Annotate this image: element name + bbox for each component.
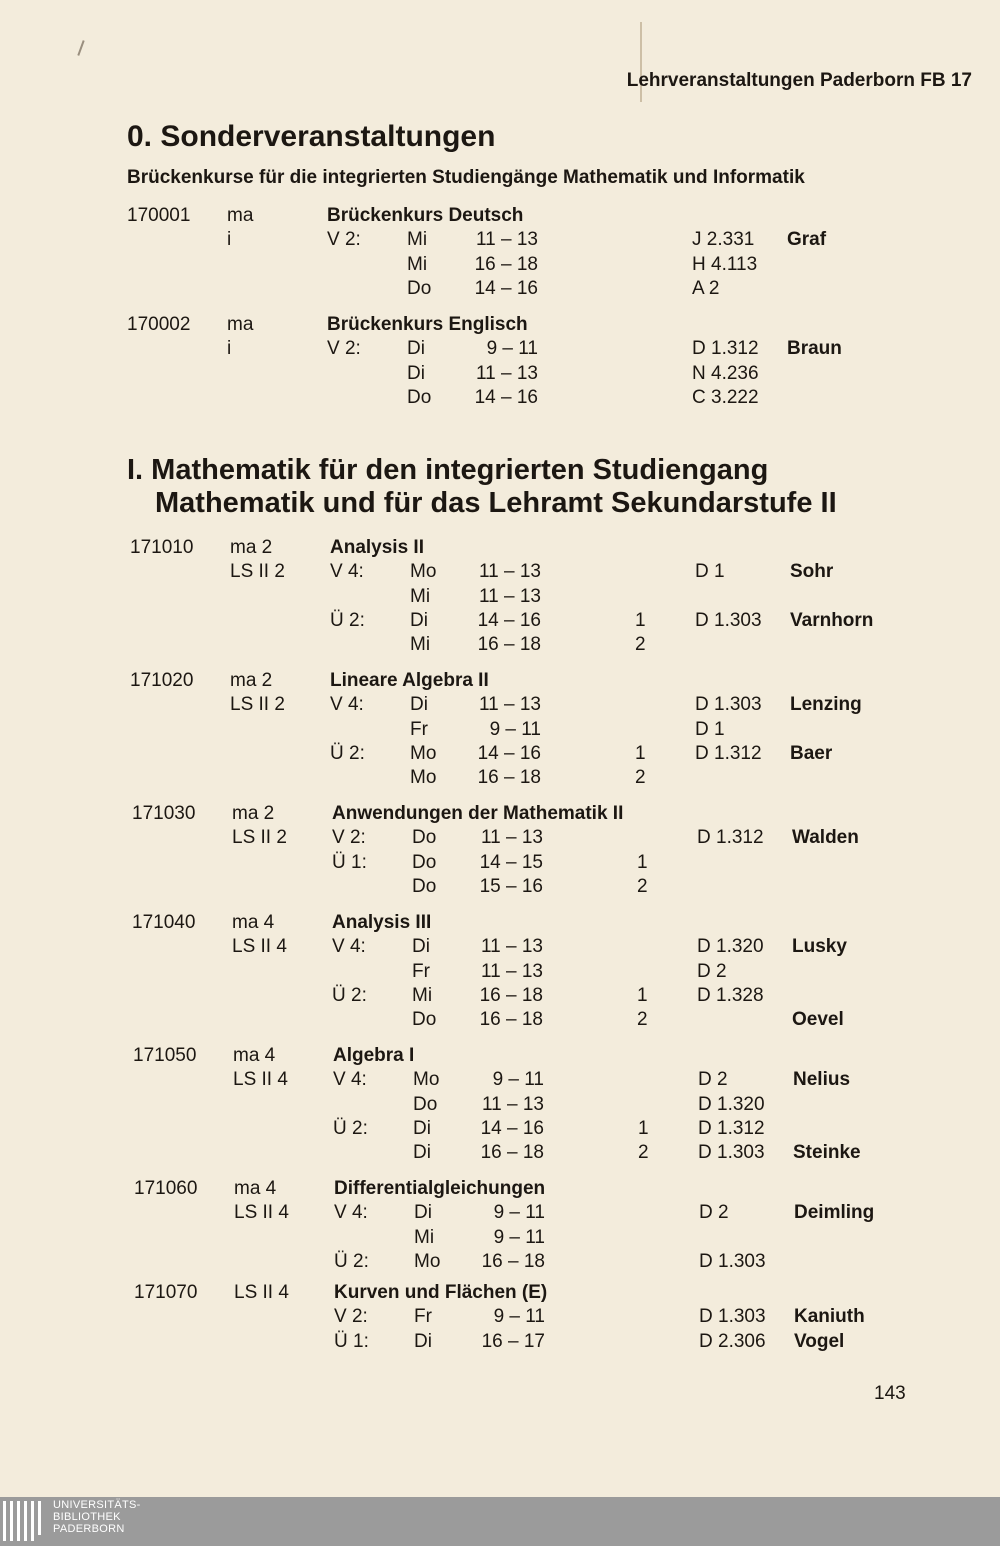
session-group: 1 [635,742,646,764]
session-room: J 2.331 [692,229,755,251]
session-day: Fr [412,960,430,982]
session-group: 2 [635,634,646,656]
library-name-line3: PADERBORN [53,1523,125,1535]
session-day: Di [407,338,425,360]
session-day: Di [414,1202,432,1224]
session-type: V 4: [330,561,364,583]
session-group: 1 [637,984,648,1006]
course-code: ma 4 [232,912,275,933]
course-title: Kurven und Flächen (E) [334,1282,548,1303]
session-day: Do [407,386,432,408]
course-code: LS II 4 [234,1282,289,1303]
session-type: Ü 2: [332,984,367,1006]
session-time: 11 – 13 [476,229,538,251]
session-room: D 1.303 [699,1250,766,1272]
session-time: 11 – 13 [479,585,541,607]
course-code-secondary: i [227,229,232,251]
session-time: 14 – 16 [477,742,541,764]
session-day: Fr [410,718,428,740]
session-time: 16 – 18 [479,1009,543,1031]
course-number: 171050 [133,1045,197,1066]
course-title: Anwendungen der Mathematik II [332,803,624,824]
session-day: Do [412,875,437,897]
session-room: D 1.312 [697,827,764,849]
session-room: A 2 [692,277,720,299]
session-day: Di [410,694,428,716]
session-day: Mi [407,253,428,275]
session-time: 9 – 11 [492,1069,544,1091]
session-day: Mo [414,1250,441,1272]
course-code: ma 2 [230,670,273,691]
pencil-mark [77,40,84,56]
session-room: D 1.303 [695,609,762,631]
session-day: Di [413,1142,431,1164]
course-number: 171020 [130,670,194,691]
session-time: 11 – 13 [479,561,541,583]
session-time: 16 – 18 [474,253,538,275]
session-time: 14 – 15 [479,851,543,873]
session-time: 16 – 18 [479,984,543,1006]
session-lecturer: Nelius [793,1069,851,1091]
session-type: Ü 1: [334,1330,369,1352]
session-type: Ü 1: [332,851,367,873]
course-code-secondary: LS II 2 [230,561,285,583]
course-number: 170002 [127,314,191,335]
session-lecturer: Baer [790,742,833,764]
session-lecturer: Graf [787,229,827,251]
session-group: 1 [637,851,648,873]
course-number: 171070 [134,1282,198,1303]
session-room: D 1.312 [692,338,759,360]
session-group: 1 [638,1117,649,1139]
session-group: 2 [637,875,648,897]
session-group: 2 [638,1142,649,1164]
session-time: 14 – 16 [477,609,541,631]
session-group: 2 [637,1009,648,1031]
session-time: 14 – 16 [480,1117,544,1139]
session-type: V 2: [327,338,361,360]
session-lecturer: Braun [787,338,842,360]
session-day: Mo [410,561,437,583]
course-code: ma 2 [232,803,275,824]
session-room: D 1.320 [698,1093,765,1115]
session-lecturer: Oevel [792,1009,844,1031]
session-type: V 4: [334,1202,368,1224]
session-day: Do [413,1093,438,1115]
course-title: Differentialgleichungen [334,1178,546,1199]
session-lecturer: Deimling [794,1202,875,1224]
session-type: V 4: [330,694,364,716]
course-title: Lineare Algebra II [330,670,489,691]
session-time: 16 – 18 [481,1250,545,1272]
course-code: ma 4 [233,1045,276,1066]
session-day: Di [414,1330,432,1352]
session-lecturer: Varnhorn [790,609,874,631]
session-time: 11 – 13 [481,827,543,849]
session-day: Mi [410,634,431,656]
session-time: 14 – 16 [474,277,538,299]
session-room: D 1.312 [695,742,762,764]
session-day: Di [413,1117,431,1139]
session-day: Di [407,362,425,384]
session-day: Mo [413,1069,440,1091]
library-footer [0,1497,1000,1546]
session-time: 9 – 11 [486,338,538,360]
course-code-secondary: LS II 4 [232,936,287,958]
session-room: D 1.303 [698,1142,765,1164]
session-time: 16 – 18 [477,634,541,656]
session-room: D 2 [699,1202,729,1224]
session-type: Ü 2: [334,1250,369,1272]
session-day: Di [412,936,430,958]
session-day: Do [412,827,437,849]
session-time: 16 – 18 [480,1142,544,1164]
session-type: V 4: [333,1069,367,1091]
session-time: 14 – 16 [474,386,538,408]
session-room: D 1.328 [697,984,764,1006]
session-lecturer: Kaniuth [794,1306,865,1328]
library-name-line2: BIBLIOTHEK [53,1511,121,1523]
course-code: ma [227,205,254,226]
session-room: D 1.303 [699,1306,766,1328]
session-room: N 4.236 [692,362,759,384]
session-type: V 2: [332,827,366,849]
session-time: 11 – 13 [481,960,543,982]
course-code: ma 4 [234,1178,277,1199]
session-type: Ü 2: [330,742,365,764]
session-time: 16 – 17 [481,1330,545,1352]
session-room: D 2.306 [699,1330,766,1352]
course-title: Brückenkurs Deutsch [327,205,524,226]
session-time: 9 – 11 [493,1306,545,1328]
session-type: V 2: [334,1306,368,1328]
course-title: Algebra I [333,1045,415,1066]
session-type: V 2: [327,229,361,251]
course-code-secondary: LS II 4 [234,1202,289,1224]
course-code-secondary: i [227,338,232,360]
session-day: Do [412,1009,437,1031]
section1-heading-line1: I. Mathematik für den integrierten Studiengang [127,454,769,486]
session-room: D 1.312 [698,1117,765,1139]
session-lecturer: Sohr [790,561,834,583]
session-type: V 4: [332,936,366,958]
session-day: Do [412,851,437,873]
session-lecturer: Lusky [792,936,847,958]
session-day: Mi [412,984,433,1006]
library-logo-icon [0,1497,48,1546]
session-time: 11 – 13 [476,362,538,384]
session-lecturer: Lenzing [790,694,862,716]
session-room: D 1.303 [695,694,762,716]
course-number: 171060 [134,1178,198,1199]
course-code-secondary: LS II 2 [232,827,287,849]
course-number: 171010 [130,537,194,558]
section1-heading-line2: Mathematik und für das Lehramt Sekundarstufe II [155,487,837,519]
running-head: Lehrveranstaltungen Paderborn FB 17 [626,70,972,91]
session-room: D 1 [695,718,725,740]
session-day: Mi [414,1226,435,1248]
course-code-secondary: LS II 4 [233,1069,288,1091]
session-time: 9 – 11 [493,1202,545,1224]
course-code: ma 2 [230,537,273,558]
session-time: 9 – 11 [493,1226,545,1248]
session-time: 16 – 18 [477,767,541,789]
session-time: 15 – 16 [479,875,543,897]
session-time: 11 – 13 [482,1093,544,1115]
session-type: Ü 2: [330,609,365,631]
session-group: 2 [635,767,646,789]
session-room: H 4.113 [692,253,758,275]
course-code: ma [227,314,254,335]
course-title: Analysis II [330,537,424,558]
session-day: Do [407,277,432,299]
session-lecturer: Vogel [794,1330,845,1352]
page-number: 143 [874,1383,906,1404]
session-time: 11 – 13 [479,694,541,716]
session-room: C 3.222 [692,386,759,408]
session-lecturer: Steinke [793,1142,861,1164]
session-day: Mi [407,229,428,251]
session-day: Fr [414,1306,432,1328]
library-name-line1: UNIVERSITÄTS- [53,1499,141,1511]
session-lecturer: Walden [792,827,859,849]
library-name [53,1499,141,1535]
session-day: Di [410,609,428,631]
section1-heading [127,454,837,520]
session-time: 11 – 13 [481,936,543,958]
course-code-secondary: LS II 2 [230,694,285,716]
session-room: D 1 [695,561,725,583]
course-title: Analysis III [332,912,432,933]
session-time: 9 – 11 [489,718,541,740]
session-room: D 2 [697,960,727,982]
session-day: Mo [410,767,437,789]
session-day: Mi [410,585,431,607]
session-room: D 1.320 [697,936,764,958]
session-room: D 2 [698,1069,728,1091]
course-number: 171040 [132,912,196,933]
course-number: 170001 [127,205,191,226]
course-number: 171030 [132,803,196,824]
session-day: Mo [410,742,437,764]
section0-subheading: Brückenkurse für die integrierten Studiengänge Mathematik und Informatik [127,167,805,188]
session-type: Ü 2: [333,1117,368,1139]
session-group: 1 [635,609,646,631]
course-title: Brückenkurs Englisch [327,314,528,335]
section0-heading: 0. Sonderveranstaltungen [127,120,496,153]
